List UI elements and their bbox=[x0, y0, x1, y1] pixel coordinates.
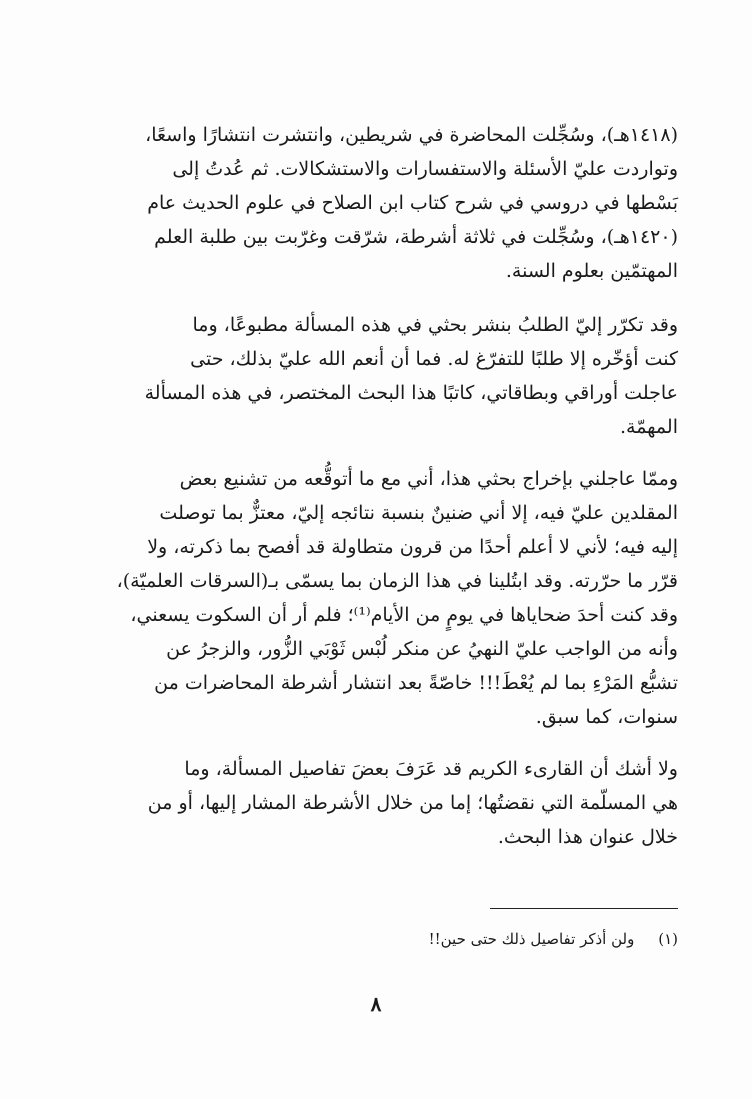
paragraph-line: (١٤١٨هـ)، وسُجِّلت المحاضرة في شريطين، وانتشرت انتشارًا واسعًا، bbox=[145, 124, 678, 146]
paragraph-line: تشبُّع المَرْءِ بما لم يُعْطَ!!! خاصّةً بعد انتشار أشرطة المحاضرات من bbox=[154, 672, 678, 694]
paragraph-line: وأنه من الواجب عليّ النهيُ عن منكر لُبْس ثَوْبَي الزُّور، والزجرُ عن bbox=[166, 638, 678, 660]
paragraph-line: عاجلت أوراقي وبطاقاتي، كاتبًا هذا البحث المختصر، في هذه المسألة bbox=[144, 382, 678, 404]
paragraph-line: سنوات، كما سبق. bbox=[535, 706, 678, 728]
paragraph-line: ولا أشك أن القارىء الكريم قد عَرَفَ بعضَ تفاصيل المسألة، وما bbox=[184, 758, 678, 780]
page-number: ٨ bbox=[370, 992, 382, 1016]
paragraph-line: المهتمّين بعلوم السنة. bbox=[505, 260, 678, 282]
paragraph-line: المهمّة. bbox=[619, 416, 678, 438]
paragraph-line: هي المسلّمة التي نقضتُها؛ إما من خلال الأشرطة المشار إليها، أو من bbox=[147, 792, 678, 814]
footnote-text: ولن أذكر تفاصيل ذلك حتى حين!! bbox=[428, 930, 635, 948]
paragraph-line: إليه فيه؛ لأني لا أعلم أحدًا من قرون متطاولة قد أفصح بما ذكرته، ولا bbox=[147, 536, 678, 558]
footnote-divider bbox=[490, 908, 678, 909]
paragraph-3 bbox=[74, 462, 678, 734]
paragraph-line: وقد كنت أحدَ ضحاياها في يومٍ من الأيام⁽¹⁾؛ فلم أر أن السكوت يسعني، bbox=[130, 604, 678, 626]
paragraph-line: خلال عنوان هذا البحث. bbox=[497, 826, 678, 848]
footnote bbox=[74, 926, 678, 952]
paragraph-line: وتواردت عليّ الأسئلة والاستفسارات والاستشكالات. ثم عُدتُ إلى bbox=[172, 158, 678, 180]
paragraph-line: بَسْطها في دروسي في شرح كتاب ابن الصلاح في علوم الحديث عام bbox=[147, 192, 678, 214]
paragraph-line: وممّا عاجلني بإخراج بحثي هذا، أني مع ما أتوقُّعه من تشنيع بعض bbox=[179, 468, 678, 490]
paragraph-line: وقد تكرّر إليّ الطلبُ بنشر بحثي في هذه المسألة مطبوعًا، وما bbox=[192, 314, 678, 336]
paragraph-line: قرّر ما حرّرته. وقد ابتُلينا في هذا الزمان بما يسمّى بـ(السرقات العلميّة)، bbox=[116, 570, 678, 592]
paragraph-line: (١٤٢٠هـ)، وسُجِّلت في ثلاثة أشرطة، شرّقت وغرّبت بين طلبة العلم bbox=[154, 226, 678, 248]
footnote-spacer bbox=[639, 930, 653, 948]
footnote-marker: (١) bbox=[658, 930, 678, 948]
paragraph-line: المقلدين عليّ فيه، إلا أني ضنينٌ بنسبة نتائجه إليّ، معتزٌّ بما توصلت bbox=[159, 502, 678, 524]
paragraph-line: كنت أؤخّره إلا طلبًا للتفرّغ له. فما أن أنعم الله عليّ بذلك، حتى bbox=[190, 348, 678, 370]
paragraph-2 bbox=[74, 308, 678, 444]
paragraph-1 bbox=[74, 118, 678, 288]
paragraph-4 bbox=[74, 752, 678, 854]
